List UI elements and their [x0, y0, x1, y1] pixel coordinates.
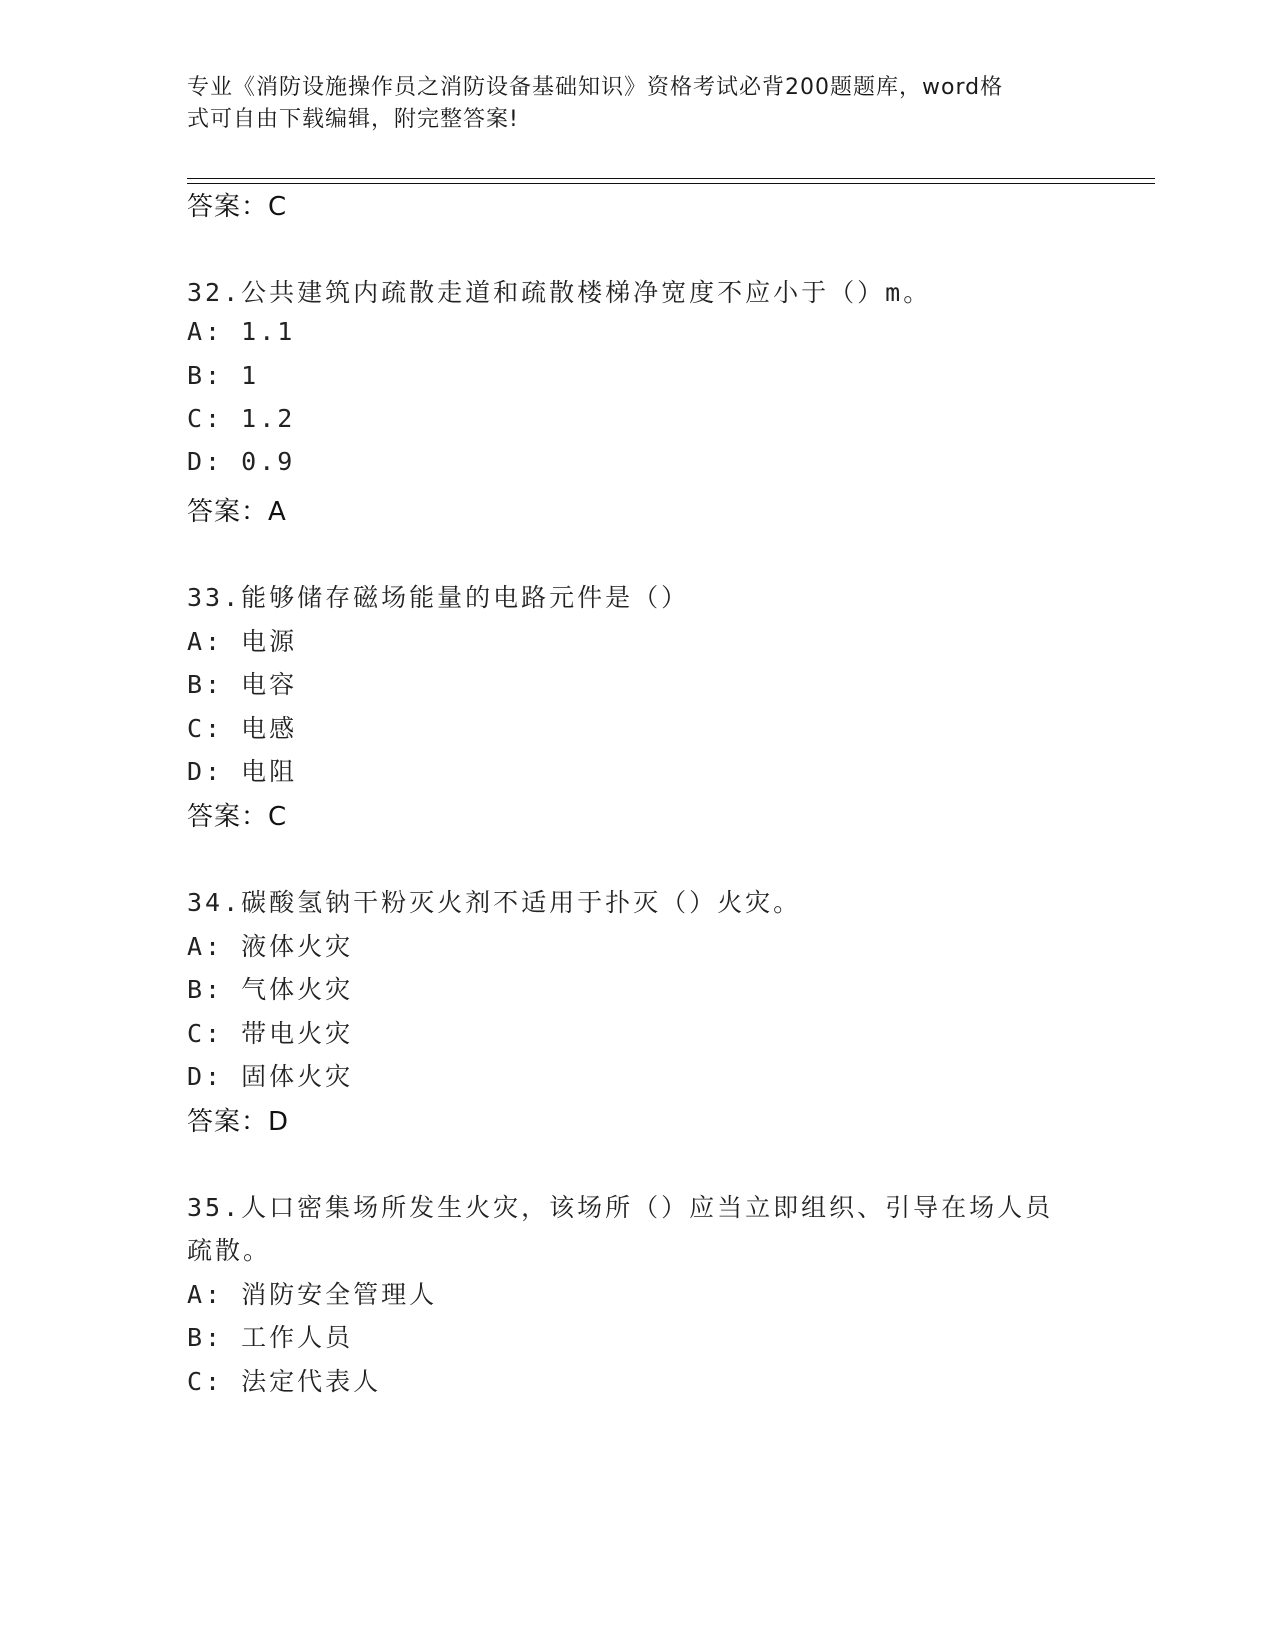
option-a: A: 电源: [187, 627, 298, 656]
header-divider-top: [187, 178, 1155, 179]
question-text: 34.碳酸氢钠干粉灭火剂不适用于扑灭（）火灾。: [187, 888, 802, 917]
answer-line: 答案：D: [187, 1107, 290, 1137]
option-d: D: 电阻: [187, 757, 298, 786]
header-divider-bottom: [187, 183, 1155, 184]
question-text-continued: 疏散。: [187, 1236, 272, 1265]
header-line-2: 式可自由下载编辑，附完整答案!: [187, 107, 519, 132]
document-header: [187, 72, 1067, 136]
option-d: D: 0.9: [187, 447, 296, 476]
question-text: 33.能够储存磁场能量的电路元件是（）: [187, 583, 690, 612]
header-line-1: 专业《消防设施操作员之消防设备基础知识》资格考试必背200题题库，word格: [187, 75, 1004, 100]
option-d: D: 固体火灾: [187, 1062, 354, 1091]
option-a: A: 1.1: [187, 317, 296, 346]
answer-line: 答案：C: [187, 192, 288, 222]
option-b: B: 1: [187, 361, 260, 390]
answer-line: 答案：C: [187, 802, 288, 832]
question-text: 32.公共建筑内疏散走道和疏散楼梯净宽度不应小于（）m。: [187, 278, 932, 307]
question-text: 35.人口密集场所发生火灾，该场所（）应当立即组织、引导在场人员: [187, 1193, 1054, 1222]
option-c: C: 带电火灾: [187, 1019, 354, 1048]
option-a: A: 消防安全管理人: [187, 1280, 438, 1309]
option-a: A: 液体火灾: [187, 932, 354, 961]
option-b: B: 电容: [187, 670, 298, 699]
option-c: C: 1.2: [187, 404, 296, 433]
option-b: B: 工作人员: [187, 1323, 354, 1352]
option-c: C: 电感: [187, 714, 298, 743]
answer-line: 答案：A: [187, 497, 287, 527]
option-b: B: 气体火灾: [187, 975, 354, 1004]
option-c: C: 法定代表人: [187, 1367, 382, 1396]
